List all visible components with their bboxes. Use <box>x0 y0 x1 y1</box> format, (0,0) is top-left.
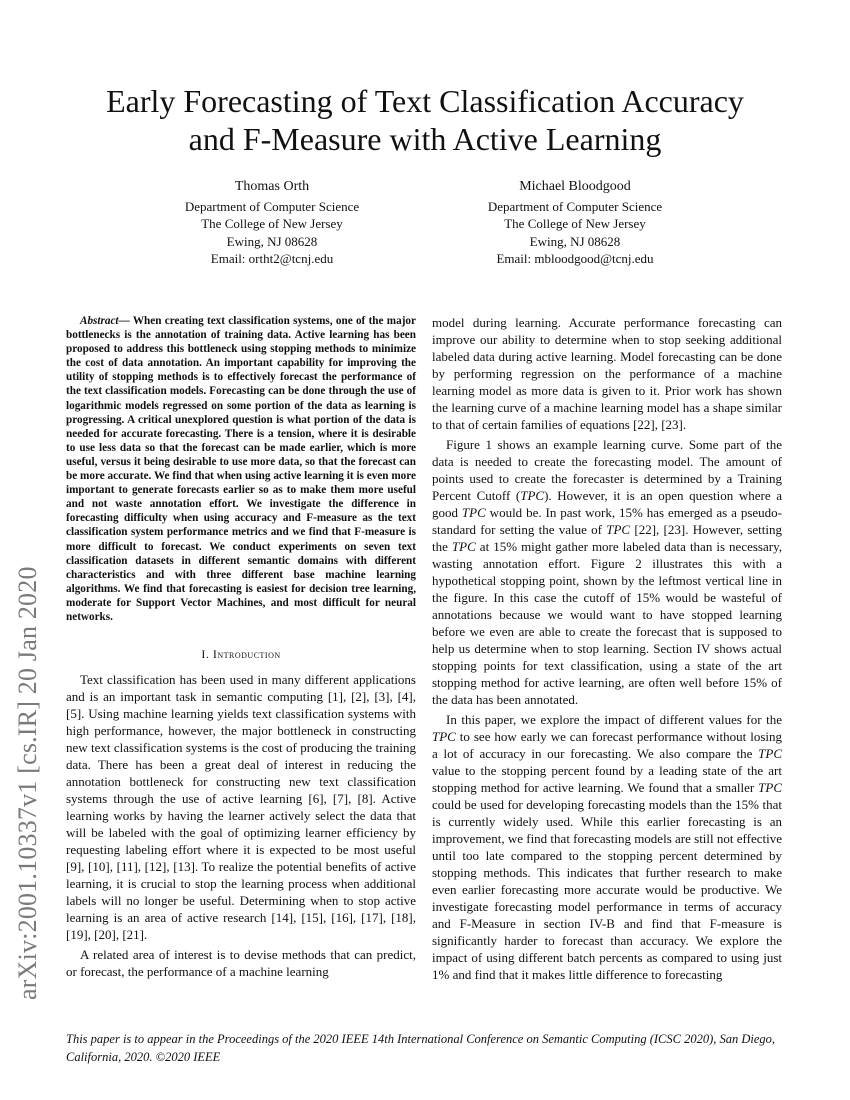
text-span: [22], [23]. However, setting the <box>432 522 782 554</box>
left-column <box>66 314 416 980</box>
author-institution: The College of New Jersey <box>504 216 646 231</box>
author-block-1 <box>122 178 422 268</box>
author-location: Ewing, NJ 08628 <box>529 233 621 249</box>
tpc-symbol: TPC <box>758 746 782 761</box>
tpc-symbol: TPC <box>758 780 782 795</box>
text-span: could be used for developing forecasting models than the 15% that is currently widely used. While this earlier forecasting is an improvement, we find that forecasting models are still not effective until too late compared to the stopping percent determined by stopping methods. This indicates that further research to make even earlier forecasting more accurate would be productive. We investigate forecasting model performance in terms of accuracy and F-Measure in section IV-B and find that F-measure is significantly harder to forecast than accuracy. We explore the impact of using different batch percents as compared to using just 1% and find that it makes little difference to forecasting <box>432 797 782 982</box>
abstract <box>66 314 416 624</box>
author-email: Email: ortht2@tcnj.edu <box>210 251 334 266</box>
author-department: Department of Computer Science <box>487 198 663 214</box>
section-heading-introduction <box>66 646 416 663</box>
body-paragraph-2 <box>432 436 782 708</box>
publication-footnote: This paper is to appear in the Proceedings of the 2020 IEEE 14th International Conference on Semantic Computing (ICSC 2020), San Diego, California, 2020. ©2020 IEEE <box>66 1032 776 1064</box>
intro-paragraph-2: A related area of interest is to devise methods that can predict, or forecast, the performance of a machine learning <box>66 947 416 980</box>
body-paragraph-3 <box>432 711 782 983</box>
author-email: Email: mbloodgood@tcnj.edu <box>496 251 654 266</box>
author-block-2 <box>425 178 725 268</box>
author-institution: The College of New Jersey <box>201 216 343 231</box>
abstract-label: Abstract <box>80 315 119 327</box>
text-span: value to the stopping percent found by a leading state of the art stopping method for active learning. We found that a smaller <box>432 763 782 795</box>
section-number: I. <box>201 647 213 662</box>
author-location: Ewing, NJ 08628 <box>226 233 318 249</box>
author-department: Department of Computer Science <box>184 198 360 214</box>
text-span: ). However, it is an open question where a good <box>432 488 782 520</box>
text-span: Figure 1 shows an example learning curve. Some part of the data is needed to create the forecasting model. The amount of points used to create the forecaster is determined by a Training Percent Cutoff ( <box>432 437 782 503</box>
arxiv-stamp: arXiv:2001.10337v1 [cs.IR] 20 Jan 2020 <box>13 566 42 1000</box>
tpc-symbol: TPC <box>432 729 456 744</box>
tpc-symbol: TPC <box>451 539 476 554</box>
intro-paragraph-1: Text classification has been used in many different applications and is an important task in semantic computing [1], [2], [3], [4], [5]. Using machine learning yields text classification systems with high performance, however, the major bottleneck in constructing new text classification systems is the cost of producing the training data. There has been a great deal of interest in reducing the annotation bottleneck for constructing new text classification systems through the use of active learning [6], [7], [8]. Active learning works by having the learner actively select the data that will be labeled with the goal of optimizing learner efficiency by requesting labeling effort where it is expected to be most useful [9], [10], [11], [12], [13]. To realize the potential benefits of active learning, it is crucial to stop the learning process when additional labels will no longer be useful. Determining when to stop active learning is an area of active research [14], [15], [16], [17], [18], [19], [20], [21]. <box>66 672 416 943</box>
author-name: Michael Bloodgood <box>519 179 631 194</box>
title-line-2: and F-Measure with Active Learning <box>188 121 662 157</box>
section-title: Introduction <box>212 647 281 662</box>
text-span: In this paper, we explore the impact of different values for the <box>446 712 782 727</box>
title-line-1: Early Forecasting of Text Classification Accuracy <box>106 83 744 119</box>
tpc-symbol: TPC <box>606 522 631 537</box>
text-span: to see how early we can forecast performance without losing a lot of accuracy in our forecasting. We also compare the <box>432 729 782 761</box>
tpc-symbol: TPC <box>520 488 545 503</box>
tpc-symbol: TPC <box>461 505 486 520</box>
right-column <box>432 314 782 983</box>
text-span: would be. In past work, 15% has emerged as a pseudo-standard for setting the value of <box>432 505 782 537</box>
paper-title <box>60 82 790 158</box>
text-span: at 15% might gather more labeled data than is necessary, wasting annotation effort. Figure 2 illustrates this with a hypothetical stopping point, shown by the leftmost vertical line in the figure. In this case the cutoff of 15% would be wasteful of annotations because we would want to have stopped learning before we even are able to create the forecast that is supposed to help us determine when to stop learning. Section IV shows actual stopping points for text classification, using a state of the art stopping method for active learning, are often well before 15% of the data has been annotated. <box>432 539 782 707</box>
abstract-text: — When creating text classification systems, one of the major bottlenecks is the annotation of training data. Active learning has been proposed to address this bottleneck using stopping methods to minimize the cost of data annotation. An important capability for improving the utility of stopping methods is to effectively forecast the performance of the text classification models. Forecasting can be done through the use of logarithmic models regressed on some portion of the data as learning is progressing. A critical unexplored question is what portion of the data is needed for accurate forecasting. There is a tension, where it is desirable to use less data so that the forecast can be made earlier, which is more useful, versus it being desirable to use more data, so that the forecast can be more accurate. We find that when using active learning it is even more important to generate forecasts earlier so as to make them more useful and not waste annotation effort. We investigate the difference in forecasting difficulty when using accuracy and F-measure as the text classification system performance metrics and we find that F-measure is more difficult to forecast. We conduct experiments on seven text classification datasets in different semantic domains with different characteristics and with three different base machine learning algorithms. We find that forecasting is easiest for decision tree learning, moderate for Support Vector Machines, and most difficult for neural networks. <box>66 315 416 623</box>
author-name: Thomas Orth <box>234 179 310 194</box>
body-paragraph-1: model during learning. Accurate performance forecasting can improve our ability to determine when to stop seeking additional labeled data during active learning. Model forecasting can be done by performing regression on the performance of a machine learning model as more data is given to it. Prior work has shown the learning curve of a machine learning model has a shape similar to that of certain families of equations [22], [23]. <box>432 315 782 432</box>
